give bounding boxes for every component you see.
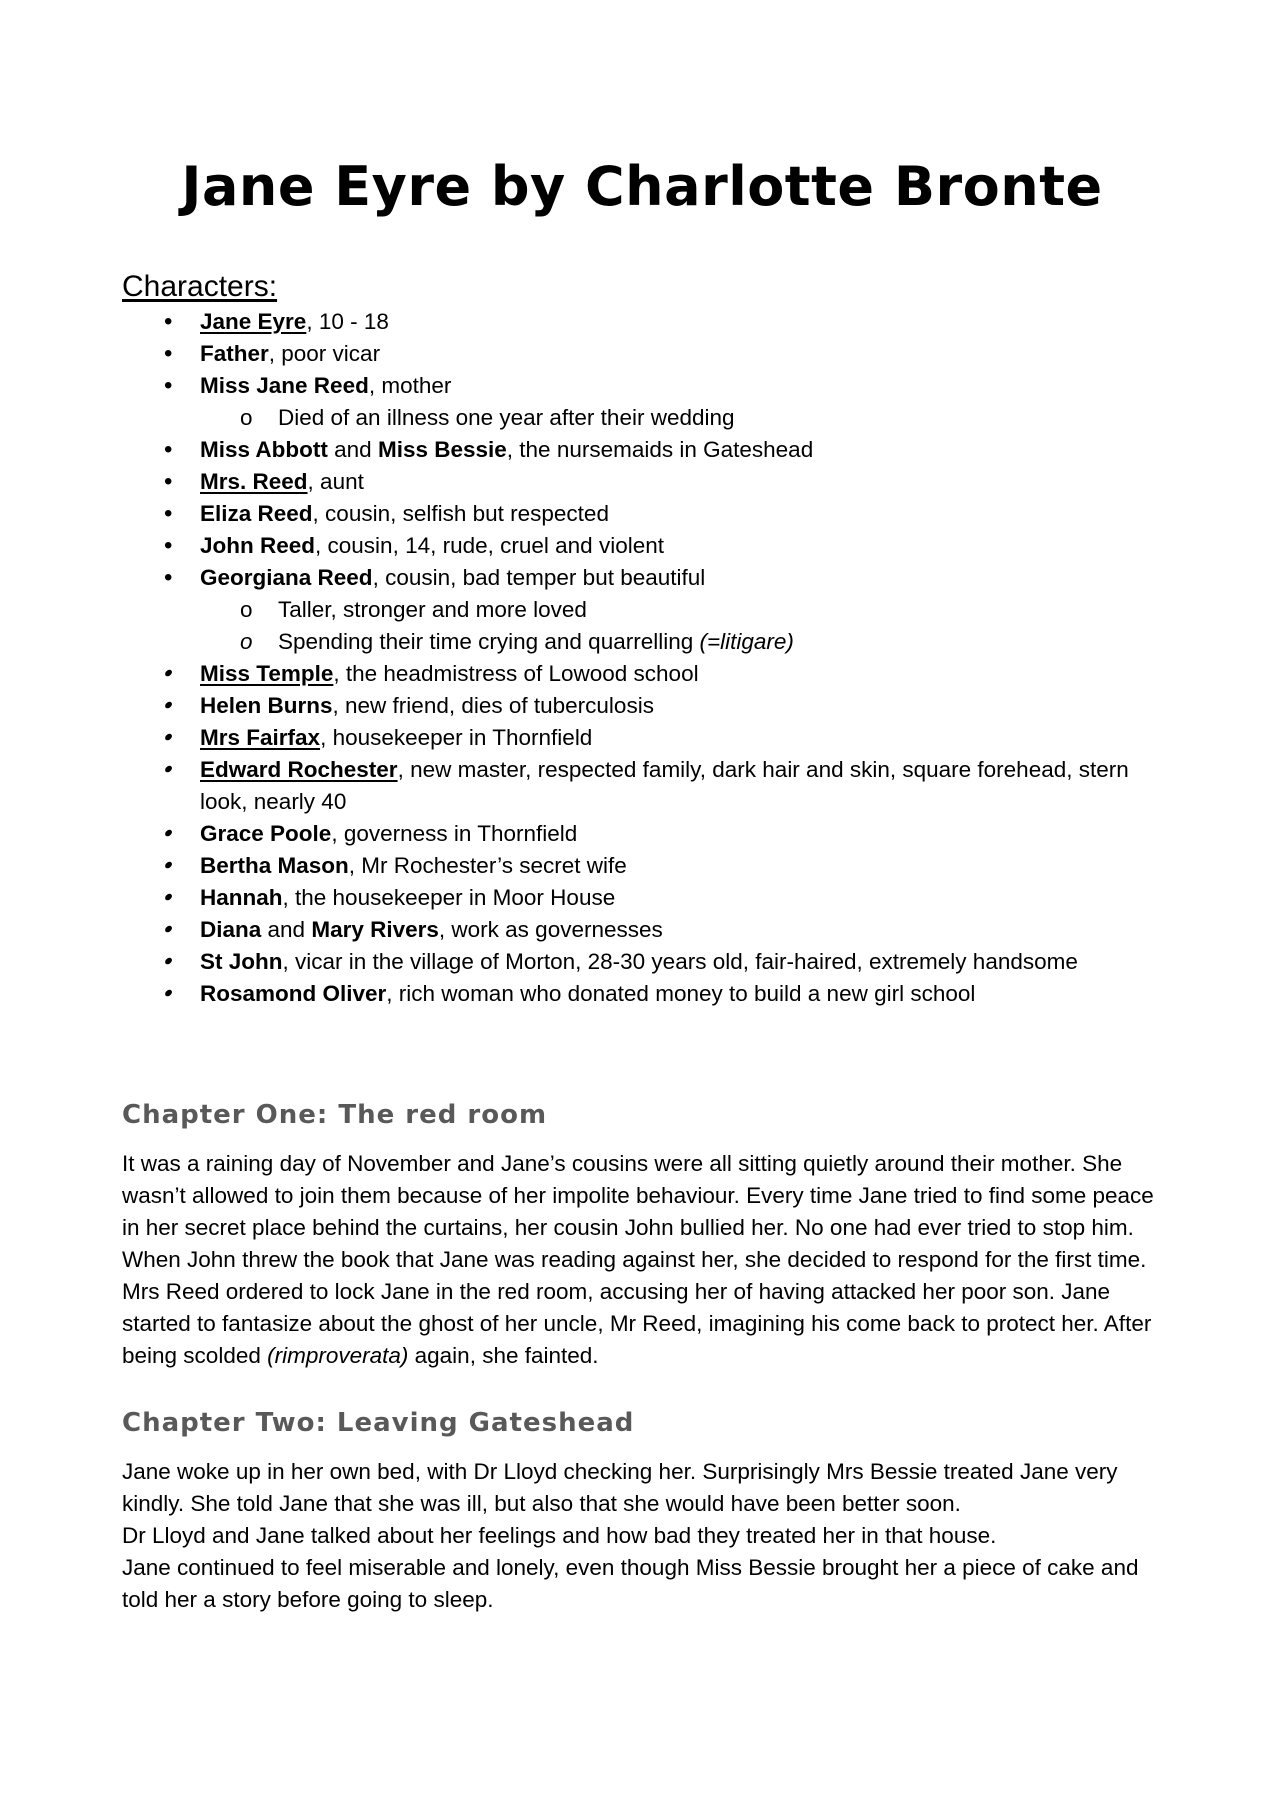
sub-list-item bbox=[200, 594, 1172, 626]
character-name: Father bbox=[200, 341, 269, 366]
character-description: , rich woman who donated money to build a new girl school bbox=[386, 981, 976, 1006]
list-item bbox=[122, 850, 1172, 882]
character-name: Mary Rivers bbox=[311, 917, 439, 942]
character-description: , cousin, bad temper but beautiful bbox=[372, 565, 706, 590]
paragraph-line: Jane woke up in her own bed, with Dr Lloyd checking her. Surprisingly Mrs Bessie treated Jane very kindly. She told Jane that she was ill, but also that she would have been better soon. bbox=[122, 1459, 1118, 1516]
character-name: Georgiana Reed bbox=[200, 565, 373, 590]
list-item bbox=[122, 306, 1172, 338]
document-title: Jane Eyre by Charlotte Bronte bbox=[181, 155, 1103, 218]
list-item bbox=[122, 754, 1172, 818]
character-name: Bertha Mason bbox=[200, 853, 349, 878]
character-description: , the headmistress of Lowood school bbox=[333, 661, 699, 686]
character-name: Miss Jane Reed bbox=[200, 373, 369, 398]
character-name: Helen Burns bbox=[200, 693, 333, 718]
connector-text: and bbox=[327, 437, 378, 462]
sub-bullet-marker: o bbox=[240, 597, 253, 622]
character-name: Rosamond Oliver bbox=[200, 981, 387, 1006]
chapter-two-paragraph bbox=[122, 1456, 1172, 1616]
list-item bbox=[122, 690, 1172, 722]
list-item bbox=[122, 466, 1172, 498]
character-description: , cousin, selfish but respected bbox=[312, 501, 609, 526]
translation-note: (=litigare) bbox=[699, 629, 794, 654]
list-item bbox=[122, 370, 1172, 434]
character-description: , the housekeeper in Moor House bbox=[282, 885, 616, 910]
character-name: Jane Eyre bbox=[200, 309, 307, 334]
sub-list-item bbox=[200, 626, 1172, 658]
list-item bbox=[122, 434, 1172, 466]
list-item bbox=[122, 818, 1172, 850]
list-item bbox=[122, 530, 1172, 562]
sub-item-text: Died of an illness one year after their wedding bbox=[278, 405, 735, 430]
character-name: Hannah bbox=[200, 885, 283, 910]
character-name: Miss Temple bbox=[200, 661, 334, 686]
character-description: , mother bbox=[368, 373, 452, 398]
character-name: Miss Bessie bbox=[377, 437, 507, 462]
character-description: , governess in Thornfield bbox=[331, 821, 578, 846]
character-description: , aunt bbox=[307, 469, 364, 494]
sub-bullet-marker: o bbox=[240, 629, 253, 654]
character-description: , vicar in the village of Morton, 28-30 years old, fair-haired, extremely handsome bbox=[282, 949, 1078, 974]
character-description: , new master, respected family, dark hair and skin, square forehead, stern look, nearly 40 bbox=[200, 757, 1129, 814]
sub-bullet-marker: o bbox=[240, 405, 253, 430]
list-item bbox=[122, 978, 1172, 1010]
list-item bbox=[122, 882, 1172, 914]
chapter-one-heading: Chapter One: The red room bbox=[122, 1100, 548, 1130]
list-item bbox=[122, 914, 1172, 946]
sub-list-item bbox=[200, 402, 1172, 434]
paragraph-text: It was a raining day of November and Jane’s cousins were all sitting quietly around their mother. She wasn’t allowed to join them because of her impolite behaviour. Every time Jane tried to find some peace in her secret place behind the curtains, her cousin John bullied her. No one had ever tried to stop him. When John threw the book that Jane was reading against her, she decided to respond for the first time. Mrs Reed ordered to lock Jane in the red room, accusing her of having attacked her poor son. Jane started to fantasize about the ghost of her uncle, Mr Reed, imagining his come back to protect her. After being scolded bbox=[122, 1151, 1154, 1368]
document-page bbox=[122, 150, 1172, 1616]
chapter-one-paragraph bbox=[122, 1148, 1172, 1372]
character-name: Mrs Fairfax bbox=[200, 725, 321, 750]
character-description: , cousin, 14, rude, cruel and violent bbox=[315, 533, 664, 558]
list-item bbox=[122, 562, 1172, 658]
translation-note: (rimproverata) bbox=[267, 1343, 409, 1368]
sub-list bbox=[200, 594, 1172, 658]
paragraph-text: again, she fainted. bbox=[408, 1343, 599, 1368]
paragraph-line: Dr Lloyd and Jane talked about her feelings and how bad they treated her in that house. bbox=[122, 1523, 997, 1548]
character-name: Mrs. Reed bbox=[200, 469, 308, 494]
character-description: , 10 - 18 bbox=[306, 309, 389, 334]
sub-list bbox=[200, 402, 1172, 434]
list-item bbox=[122, 722, 1172, 754]
character-description: , poor vicar bbox=[268, 341, 381, 366]
character-description: , the nursemaids in Gateshead bbox=[506, 437, 814, 462]
character-name: St John bbox=[200, 949, 283, 974]
character-description: , Mr Rochester’s secret wife bbox=[348, 853, 627, 878]
paragraph-line: Jane continued to feel miserable and lonely, even though Miss Bessie brought her a piece of cake and told her a story before going to sleep. bbox=[122, 1555, 1139, 1612]
characters-heading: Characters: bbox=[122, 270, 278, 303]
character-description: , new friend, dies of tuberculosis bbox=[332, 693, 654, 718]
sub-item-text: Taller, stronger and more loved bbox=[278, 597, 587, 622]
character-name: John Reed bbox=[200, 533, 316, 558]
character-name: Eliza Reed bbox=[200, 501, 313, 526]
list-item bbox=[122, 338, 1172, 370]
characters-list bbox=[122, 306, 1172, 1010]
connector-text: and bbox=[261, 917, 312, 942]
character-name: Edward Rochester bbox=[200, 757, 398, 782]
sub-item-text: Spending their time crying and quarrelling bbox=[278, 629, 700, 654]
list-item bbox=[122, 946, 1172, 978]
character-description: , work as governesses bbox=[438, 917, 663, 942]
list-item bbox=[122, 658, 1172, 690]
chapter-two-heading: Chapter Two: Leaving Gateshead bbox=[122, 1408, 635, 1438]
list-item bbox=[122, 498, 1172, 530]
character-name: Miss Abbott bbox=[200, 437, 328, 462]
character-name: Diana bbox=[200, 917, 262, 942]
character-name: Grace Poole bbox=[200, 821, 332, 846]
character-description: , housekeeper in Thornfield bbox=[320, 725, 593, 750]
